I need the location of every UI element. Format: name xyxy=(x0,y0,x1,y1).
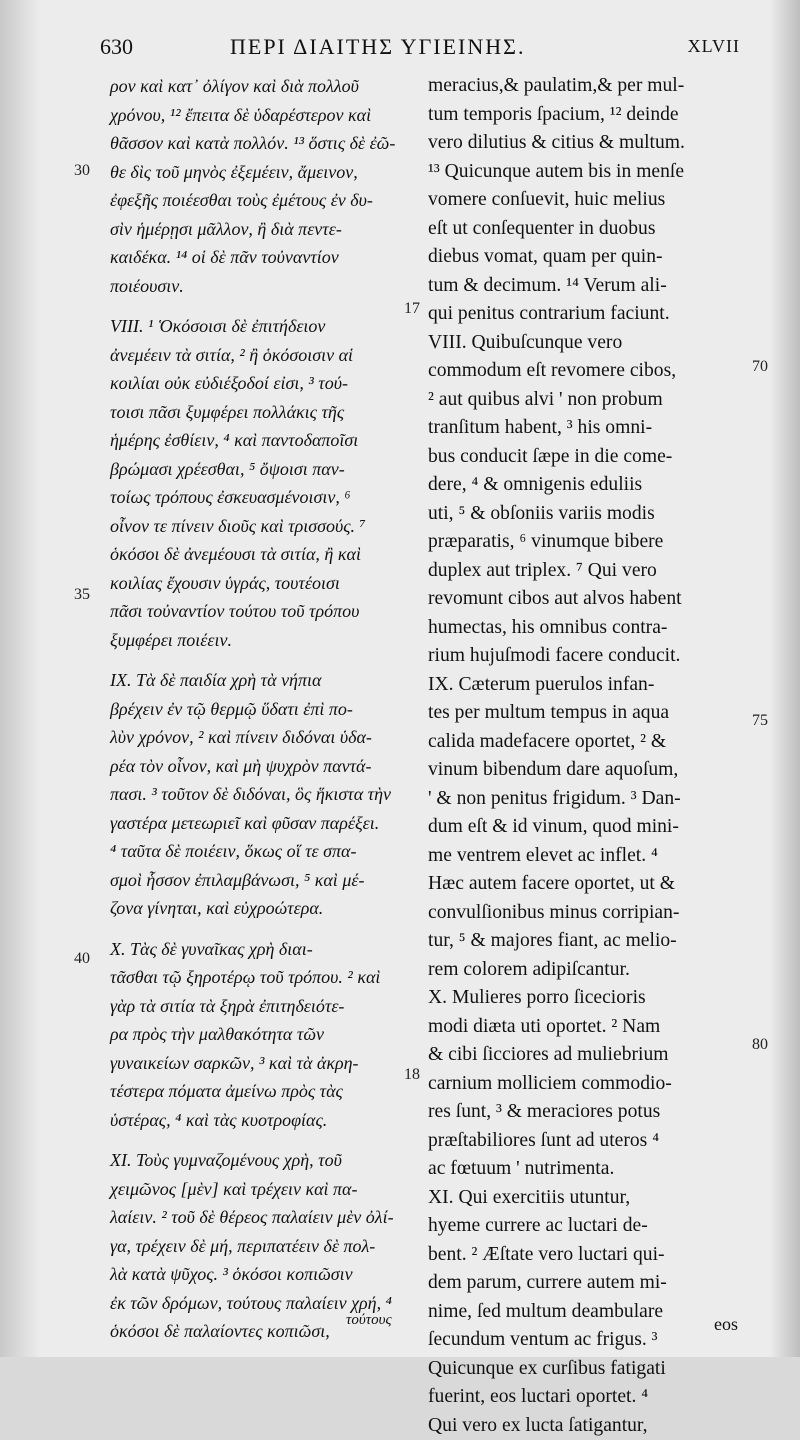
latin-column xyxy=(428,72,746,1440)
latin-line: calida madefacere oportet, ² & xyxy=(428,728,746,757)
greek-line: ρον καὶ κατ᾽ ὀλίγον καὶ διὰ πολλοῦ xyxy=(110,72,410,101)
greek-line: τοισι πᾶσι ξυμφέρει πολλάκις τῆς xyxy=(110,398,410,427)
greek-line: σμοὶ ἧσσον ἐπιλαμβάνωσι, ⁵ καὶ μέ- xyxy=(110,866,410,895)
greek-line: λαίειν. ² τοῦ δὲ θέρεος παλαίειν μὲν ὀλί- xyxy=(110,1203,410,1232)
latin-line: tranſitum habent, ³ his omni- xyxy=(428,414,746,443)
latin-line: diebus vomat, quam per quin- xyxy=(428,243,746,272)
latin-line: duplex aut triplex. ⁷ Qui vero xyxy=(428,557,746,586)
latin-line: præparatis, ⁶ vinumque bibere xyxy=(428,528,746,557)
latin-line: humectas, his omnibus contra- xyxy=(428,614,746,643)
latin-line: carnium molliciem commodio- xyxy=(428,1070,746,1099)
greek-line: ἀνεμέειν τὰ σιτία, ² ἢ ὁκόσοισιν αἱ xyxy=(110,341,410,370)
greek-line: ὑστέρας, ⁴ καὶ τὰς κυοτροφίας. xyxy=(110,1106,410,1135)
latin-line: rium hujuſmodi facere conducit. xyxy=(428,642,746,671)
catchword-latin: eos xyxy=(714,1314,738,1335)
greek-line: ποιέουσιν. xyxy=(110,272,410,301)
catchword-greek: τούτους xyxy=(346,1312,392,1329)
latin-line: vinum bibendum dare aquoſum, xyxy=(428,756,746,785)
latin-line: & cibi ſicciores ad muliebrium xyxy=(428,1041,746,1070)
margin-line-number: 17 xyxy=(404,300,420,318)
section-number: XLVII xyxy=(688,36,740,57)
latin-line: fuerint, eos luctari oportet. ⁴ xyxy=(428,1383,746,1412)
greek-line: θε δὶς τοῦ μηνὸς ἐξεμέειν, ἄμεινον, xyxy=(110,158,410,187)
greek-line: VIII. ¹ Ὁκόσοισι δὲ ἐπιτήδειον xyxy=(110,312,410,341)
latin-line: modi diæta uti oportet. ² Nam xyxy=(428,1013,746,1042)
latin-line: res ſunt, ³ & meraciores potus xyxy=(428,1098,746,1127)
latin-line: dum eſt & id vinum, quod mini- xyxy=(428,813,746,842)
greek-line: ἐφεξῆς ποιέεσθαι τοὺς ἐμέτους ἐν δυ- xyxy=(110,186,410,215)
latin-line: ſecundum ventum ac frigus. ³ xyxy=(428,1326,746,1355)
greek-line: οἶνον τε πίνειν διοῦς καὶ τρισσούς. ⁷ xyxy=(110,512,410,541)
latin-line: commodum eſt revomere cibos, xyxy=(428,357,746,386)
greek-line: γυναικείων σαρκῶν, ³ καὶ τὰ ἀκρη- xyxy=(110,1049,410,1078)
greek-line: ἐκ τῶν δρόμων, τούτους παλαίειν χρή, ⁴ xyxy=(110,1289,410,1318)
latin-line: XI. Qui exercitiis utuntur, xyxy=(428,1184,746,1213)
greek-line: X. Τὰς δὲ γυναῖκας χρὴ διαι- xyxy=(110,935,410,964)
latin-line: convulſionibus minus corripian- xyxy=(428,899,746,928)
margin-line-number: 30 xyxy=(74,162,90,180)
latin-line: tes per multum tempus in aqua xyxy=(428,699,746,728)
greek-line: XI. Τοὺς γυμναζομένους χρὴ, τοῦ xyxy=(110,1146,410,1175)
latin-line: uti, ⁵ & obſoniis variis modis xyxy=(428,500,746,529)
greek-line: ρέα τὸν οἶνον, καὶ μὴ ψυχρὸν παντά- xyxy=(110,752,410,781)
greek-line: κοιλίαι οὐκ εὐδιέξοδοί εἰσι, ³ τού- xyxy=(110,369,410,398)
latin-line: eſt ut conſequenter in duobus xyxy=(428,215,746,244)
page-number: 630 xyxy=(100,34,133,60)
latin-line: VIII. Quibuſcunque vero xyxy=(428,329,746,358)
greek-line: τᾶσθαι τῷ ξηροτέρῳ τοῦ τρόπου. ² καὶ xyxy=(110,963,410,992)
latin-line: Quicunque ex curſibus fatigati xyxy=(428,1355,746,1384)
greek-line: χειμῶνος [μὲν] καὶ τρέχειν καὶ πα- xyxy=(110,1175,410,1204)
page-edge-shadow xyxy=(770,0,800,1357)
latin-line: vero dilutius & citius & multum. xyxy=(428,129,746,158)
latin-line: tum temporis ſpacium, ¹² deinde xyxy=(428,101,746,130)
running-header xyxy=(100,34,740,70)
latin-line: rem colorem adipiſcantur. xyxy=(428,956,746,985)
greek-line: γα, τρέχειν δὲ μή, περιπατέειν δὲ πολ- xyxy=(110,1232,410,1261)
greek-line: καιδέκα. ¹⁴ οἱ δὲ πᾶν τοὐναντίον xyxy=(110,243,410,272)
running-title: ΠΕΡΙ ΔΙΑΙΤΗΣ ΥΓΙΕΙΝΗΣ. xyxy=(230,34,525,60)
greek-line: ξυμφέρει ποιέειν. xyxy=(110,626,410,655)
latin-line: dere, ⁴ & omnigenis eduliis xyxy=(428,471,746,500)
margin-line-number: 70 xyxy=(752,358,768,376)
greek-line: τοίως τρόπους ἐσκευασμένοισιν, ⁶ xyxy=(110,483,410,512)
margin-line-number: 40 xyxy=(74,950,90,968)
latin-line: Hæc autem facere oportet, ut & xyxy=(428,870,746,899)
greek-line: γὰρ τὰ σιτία τὰ ξηρὰ ἐπιτηδειότε- xyxy=(110,992,410,1021)
greek-line: χρόνου, ¹² ἔπειτα δὲ ὑδαρέστερον καὶ xyxy=(110,101,410,130)
greek-line: λὰ κατὰ ψῦχος. ³ ὁκόσοι κοπιῶσιν xyxy=(110,1260,410,1289)
greek-line: λὺν χρόνον, ² καὶ πίνειν διδόναι ὑδα- xyxy=(110,723,410,752)
latin-line: meracius,& paulatim,& per mul- xyxy=(428,72,746,101)
latin-line: ¹³ Quicunque autem bis in menſe xyxy=(428,158,746,187)
latin-line: revomunt cibos aut alvos habent xyxy=(428,585,746,614)
greek-line: πασι. ³ τοῦτον δὲ διδόναι, ὃς ἥκιστα τὴν xyxy=(110,780,410,809)
latin-line: bent. ² Æſtate vero luctari qui- xyxy=(428,1241,746,1270)
greek-line: γαστέρα μετεωριεῖ καὶ φῦσαν παρέξει. xyxy=(110,809,410,838)
margin-line-number: 18 xyxy=(404,1066,420,1084)
margin-line-number: 80 xyxy=(752,1036,768,1054)
latin-line: ² aut quibus alvi ' non probum xyxy=(428,386,746,415)
greek-line: πᾶσι τοὐναντίον τούτου τοῦ τρόπου xyxy=(110,597,410,626)
margin-line-number: 35 xyxy=(74,586,90,604)
greek-line: κοιλίας ἔχουσιν ὑγράς, τουτέοισι xyxy=(110,569,410,598)
page-gutter-shadow xyxy=(0,0,40,1357)
latin-line: X. Mulieres porro ſicecioris xyxy=(428,984,746,1013)
greek-line: ἡμέρης ἐσθίειν, ⁴ καὶ παντοδαποῖσι xyxy=(110,426,410,455)
latin-line: ' & non penitus frigidum. ³ Dan- xyxy=(428,785,746,814)
greek-line: ὁκόσοι δὲ παλαίοντες κοπιῶσι, xyxy=(110,1317,410,1346)
greek-line: βρέχειν ἐν τῷ θερμῷ ὕδατι ἐπὶ πο- xyxy=(110,695,410,724)
greek-line: ρα πρὸς τὴν μαλθακότητα τῶν xyxy=(110,1020,410,1049)
latin-line: ac fœtuum ' nutrimenta. xyxy=(428,1155,746,1184)
greek-line: ὁκόσοι δὲ ἀνεμέουσι τὰ σιτία, ἢ καὶ xyxy=(110,540,410,569)
greek-line: βρώμασι χρέεσθαι, ⁵ ὄψοισι παν- xyxy=(110,455,410,484)
latin-line: vomere conſuevit, huic melius xyxy=(428,186,746,215)
latin-line: nime, ſed multum deambulare xyxy=(428,1298,746,1327)
margin-line-number: 75 xyxy=(752,712,768,730)
greek-column xyxy=(110,72,410,1346)
greek-line: σὶν ἡμέρῃσι μᾶλλον, ἢ διὰ πεντε- xyxy=(110,215,410,244)
greek-line: θᾶσσον καὶ κατὰ πολλόν. ¹³ ὅστις δὲ ἐῶ- xyxy=(110,129,410,158)
latin-line: Qui vero ex lucta ſatigantur, xyxy=(428,1412,746,1440)
latin-line: IX. Cæterum puerulos infan- xyxy=(428,671,746,700)
greek-line: ⁴ ταῦτα δὲ ποιέειν, ὅκως οἵ τε σπα- xyxy=(110,837,410,866)
latin-line: me ventrem elevet ac inflet. ⁴ xyxy=(428,842,746,871)
greek-line: ζονα γίνηται, καὶ εὐχροώτερα. xyxy=(110,894,410,923)
latin-line: bus conducit ſæpe in die come- xyxy=(428,443,746,472)
latin-line: tur, ⁵ & majores fiant, ac melio- xyxy=(428,927,746,956)
latin-line: dem parum, currere autem mi- xyxy=(428,1269,746,1298)
greek-line: IX. Τὰ δὲ παιδία χρὴ τὰ νήπια xyxy=(110,666,410,695)
latin-line: qui penitus contrarium faciunt. xyxy=(428,300,746,329)
latin-line: hyeme currere ac luctari de- xyxy=(428,1212,746,1241)
latin-line: tum & decimum. ¹⁴ Verum ali- xyxy=(428,272,746,301)
latin-line: præſtabiliores ſunt ad uteros ⁴ xyxy=(428,1127,746,1156)
greek-line: τέστερα πόματα ἀμείνω πρὸς τὰς xyxy=(110,1077,410,1106)
